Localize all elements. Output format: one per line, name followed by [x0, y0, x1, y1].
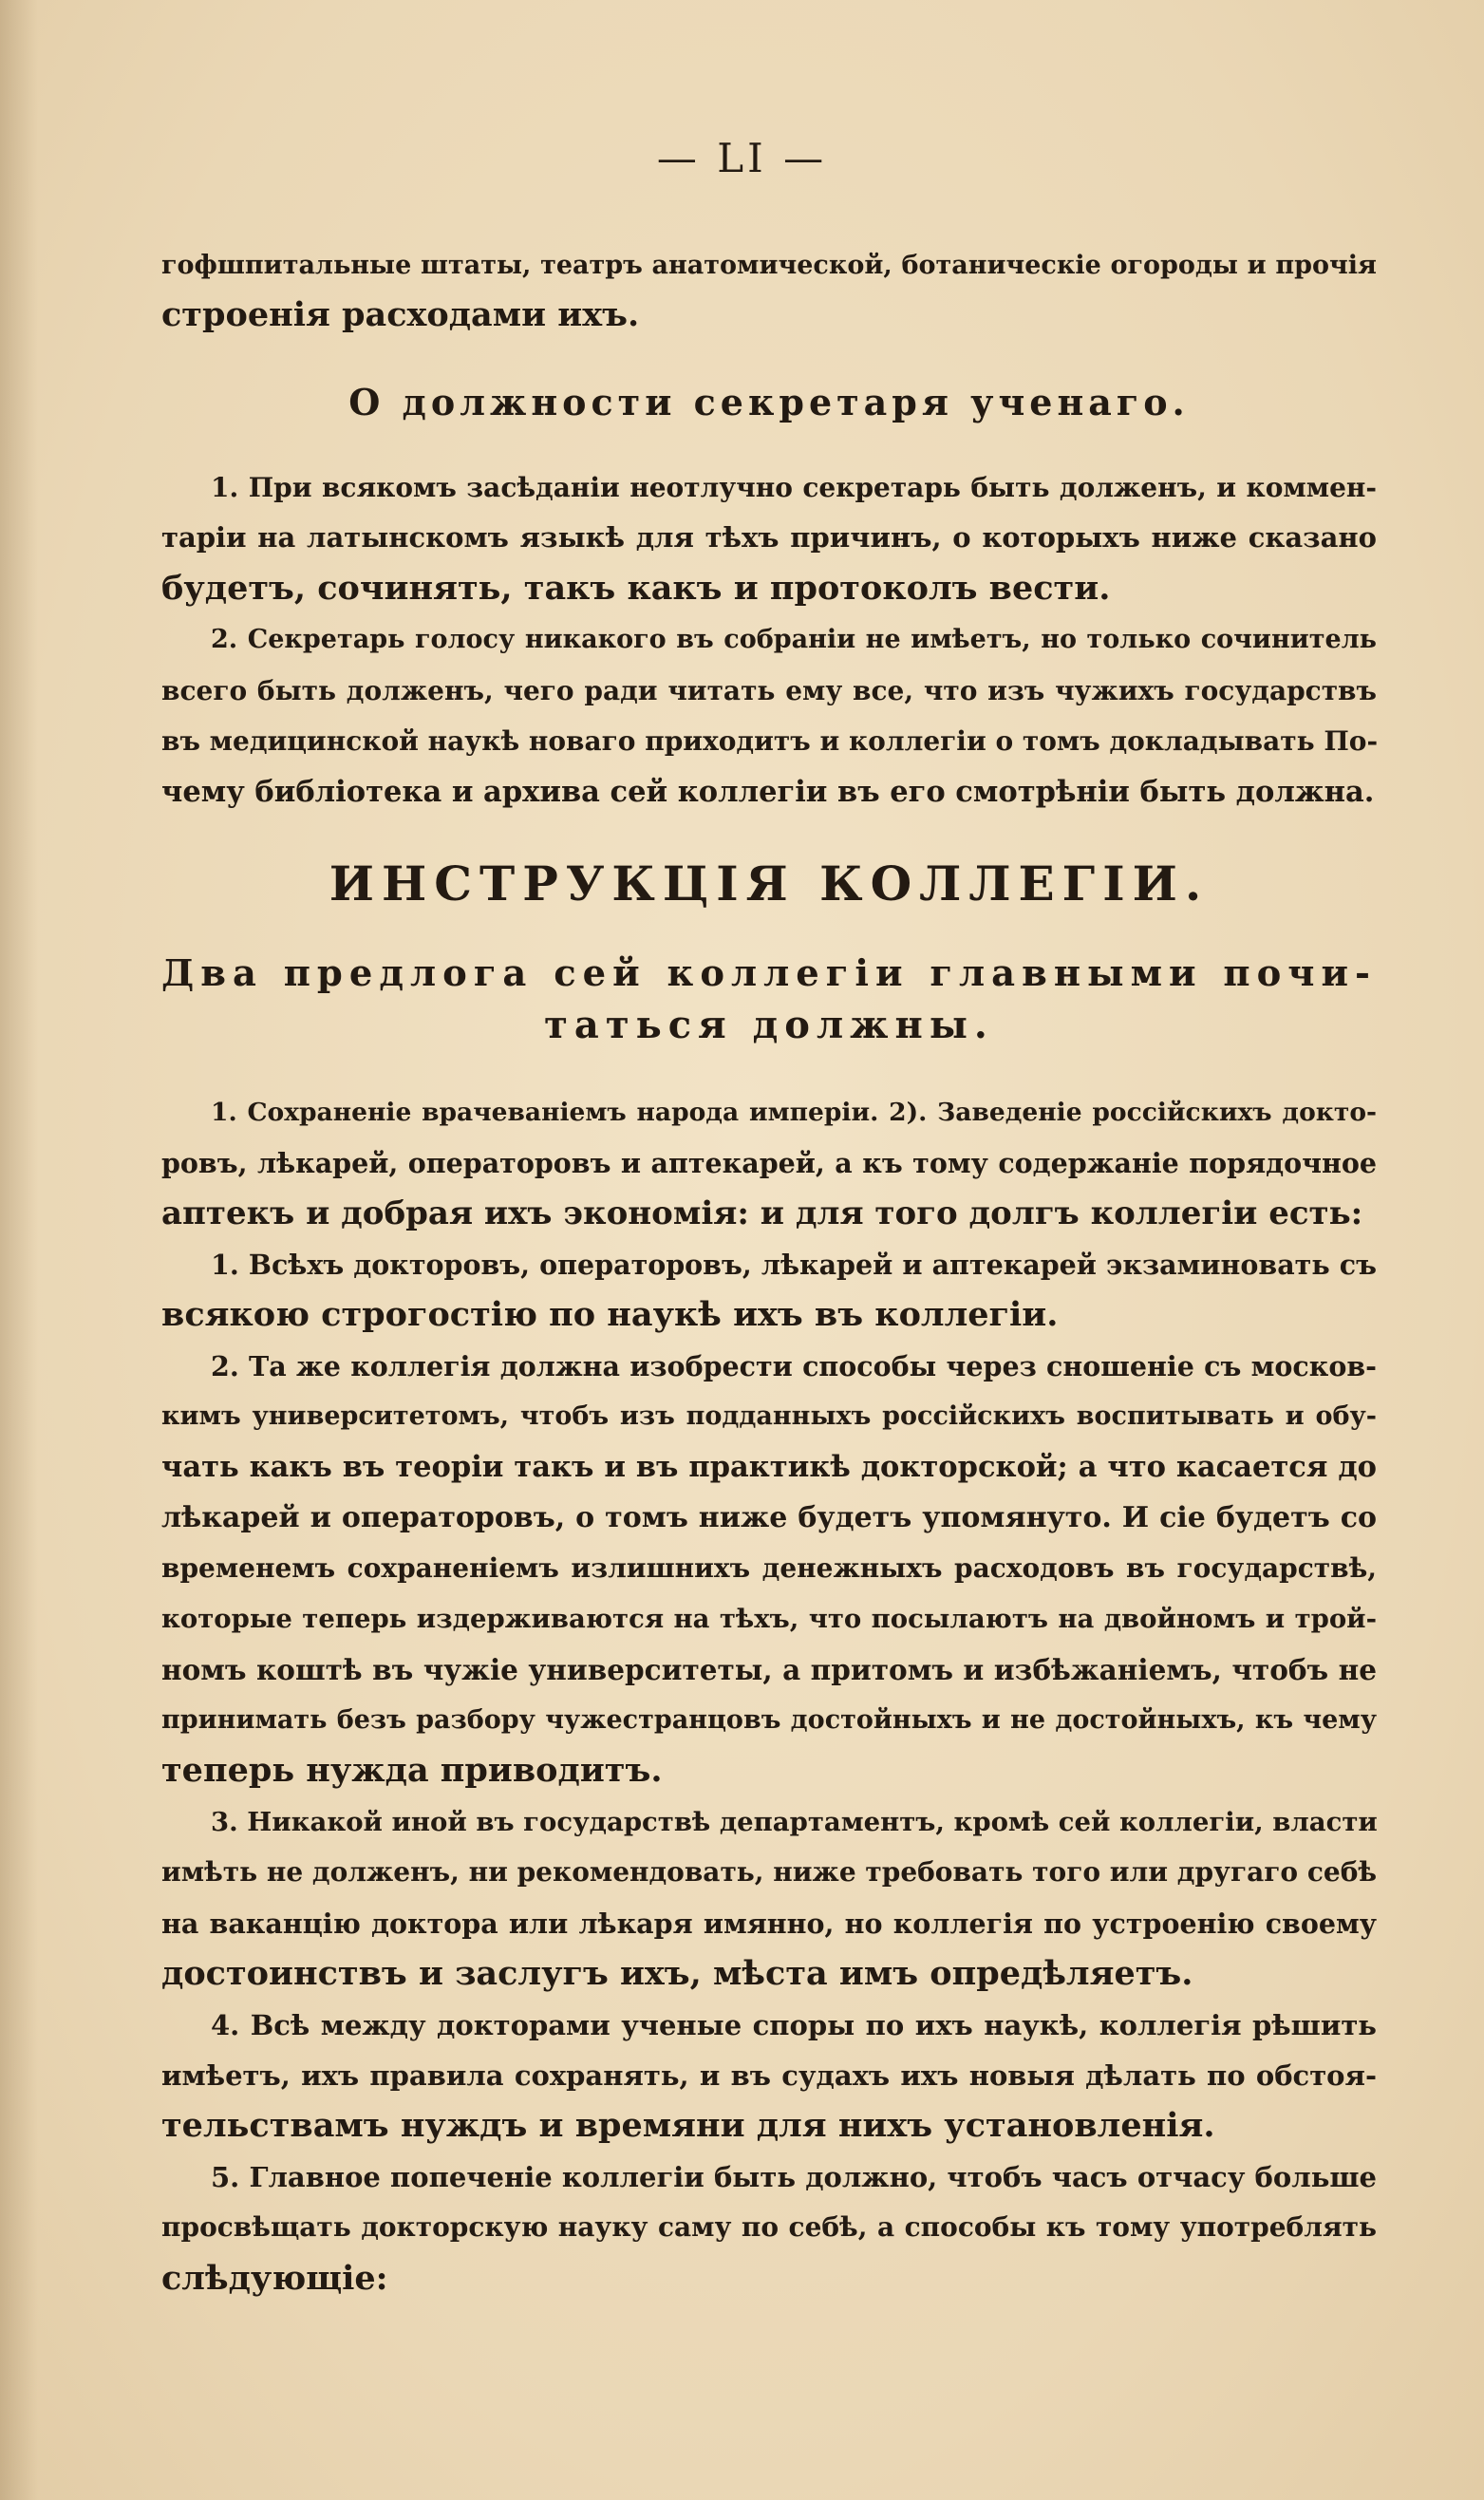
text-line: будетъ, сочинять, такъ какъ и протоколъ вести.: [161, 569, 1111, 608]
text-line: 5. Главное попеченіе коллегіи быть должно, чтобъ часъ отчасу больше: [211, 2161, 1377, 2193]
page-edge-shadow: [0, 0, 38, 2500]
text-line: на ваканцію доктора или лѣкаря имянно, но коллегія по устроенію своему: [161, 1908, 1377, 1940]
text-line: таріи на латынскомъ языкѣ для тѣхъ причинъ, о которыхъ ниже сказано: [161, 521, 1377, 554]
text-line: слѣдующіе:: [161, 2259, 388, 2298]
text-line: 2. Секретарь голосу никакого въ собраніи не имѣетъ, но только сочинитель: [211, 625, 1377, 654]
main-heading-instruction: ИНСТРУКЦІЯ КОЛЛЕГІИ.: [329, 855, 1210, 912]
text-line: въ медицинской наукѣ новаго приходитъ и коллегіи о томъ докладывать По-: [161, 725, 1379, 757]
text-line: 3. Никакой иной въ государствѣ департаментъ, кромѣ сей коллегіи, власти: [211, 1807, 1378, 1837]
subheading-line-2: таться должны.: [544, 1003, 994, 1047]
text-line: всякою строгостію по наукѣ ихъ въ коллегіи.: [161, 1295, 1059, 1334]
text-line: 1. Всѣхъ докторовъ, операторовъ, лѣкарей и аптекарей экзаминовать съ: [211, 1249, 1377, 1281]
text-line: тельствамъ нуждъ и времяни для нихъ установленія.: [161, 2106, 1215, 2145]
text-line: лѣкарей и операторовъ, о томъ ниже будетъ упомянуто. И сіе будетъ со: [161, 1501, 1377, 1534]
text-line: кимъ университетомъ, чтобъ изъ подданныхъ россійскихъ воспитывать и обу-: [161, 1401, 1377, 1431]
text-line: номъ коштѣ въ чужіе университеты, а притомъ и избѣжаніемъ, чтобъ не: [161, 1653, 1377, 1686]
text-line: теперь нужда приводитъ.: [161, 1751, 663, 1790]
text-line: имѣетъ, ихъ правила сохранять, и въ судахъ ихъ новыя дѣлать по обстоя-: [161, 2059, 1377, 2092]
text-line: временемъ сохраненіемъ излишнихъ денежныхъ расходовъ въ государствѣ,: [161, 1552, 1377, 1584]
section-heading-secretary: О должности секретаря ученаго.: [348, 381, 1190, 423]
text-line: 4. Всѣ между докторами ученые споры по ихъ наукѣ, коллегія рѣшить: [211, 2009, 1377, 2041]
page-number: — LI —: [656, 135, 828, 181]
text-line: которые теперь издерживаются на тѣхъ, что посылаютъ на двойномъ и трой-: [161, 1604, 1377, 1634]
text-line: чему библіотека и архива сей коллегіи въ его смотрѣніи быть должна.: [161, 775, 1375, 809]
text-line: 1. При всякомъ засѣданіи неотлучно секретарь быть долженъ, и коммен-: [211, 472, 1377, 503]
text-line: аптекъ и добрая ихъ экономія: и для того долгъ коллегіи есть:: [161, 1194, 1363, 1232]
text-line: достоинствъ и заслугъ ихъ, мѣста имъ опредѣляетъ.: [161, 1954, 1193, 1993]
text-line: чать какъ въ теоріи такъ и въ практикѣ докторской; а что касается до: [161, 1450, 1377, 1484]
text-line: 1. Сохраненіе врачеваніемъ народа имперіи. 2). Заведеніе россійскихъ докто-: [211, 1098, 1377, 1127]
text-line: 2. Та же коллегія должна изобрести способы через сношеніе съ москов-: [211, 1350, 1377, 1382]
subheading-line-1: Два предлога сей коллегіи главными почи-: [161, 952, 1377, 995]
text-line: имѣть не долженъ, ни рекомендовать, ниже требовать того или другаго себѣ: [161, 1856, 1378, 1888]
text-line: гофшпитальные штаты, театръ анатомической, ботаническіе огороды и прочія: [161, 251, 1377, 280]
text-line: всего быть долженъ, чего ради читать ему все, что изъ чужихъ государствъ: [161, 675, 1377, 706]
text-line: просвѣщать докторскую науку саму по себѣ, а способы къ тому употреблять: [161, 2211, 1377, 2243]
text-line: принимать безъ разбору чужестранцовъ достойныхъ и не достойныхъ, къ чему: [161, 1705, 1377, 1735]
text-line: ровъ, лѣкарей, операторовъ и аптекарей, а къ тому содержаніе порядочное: [161, 1147, 1377, 1179]
text-line: строенія расходами ихъ.: [161, 295, 640, 334]
